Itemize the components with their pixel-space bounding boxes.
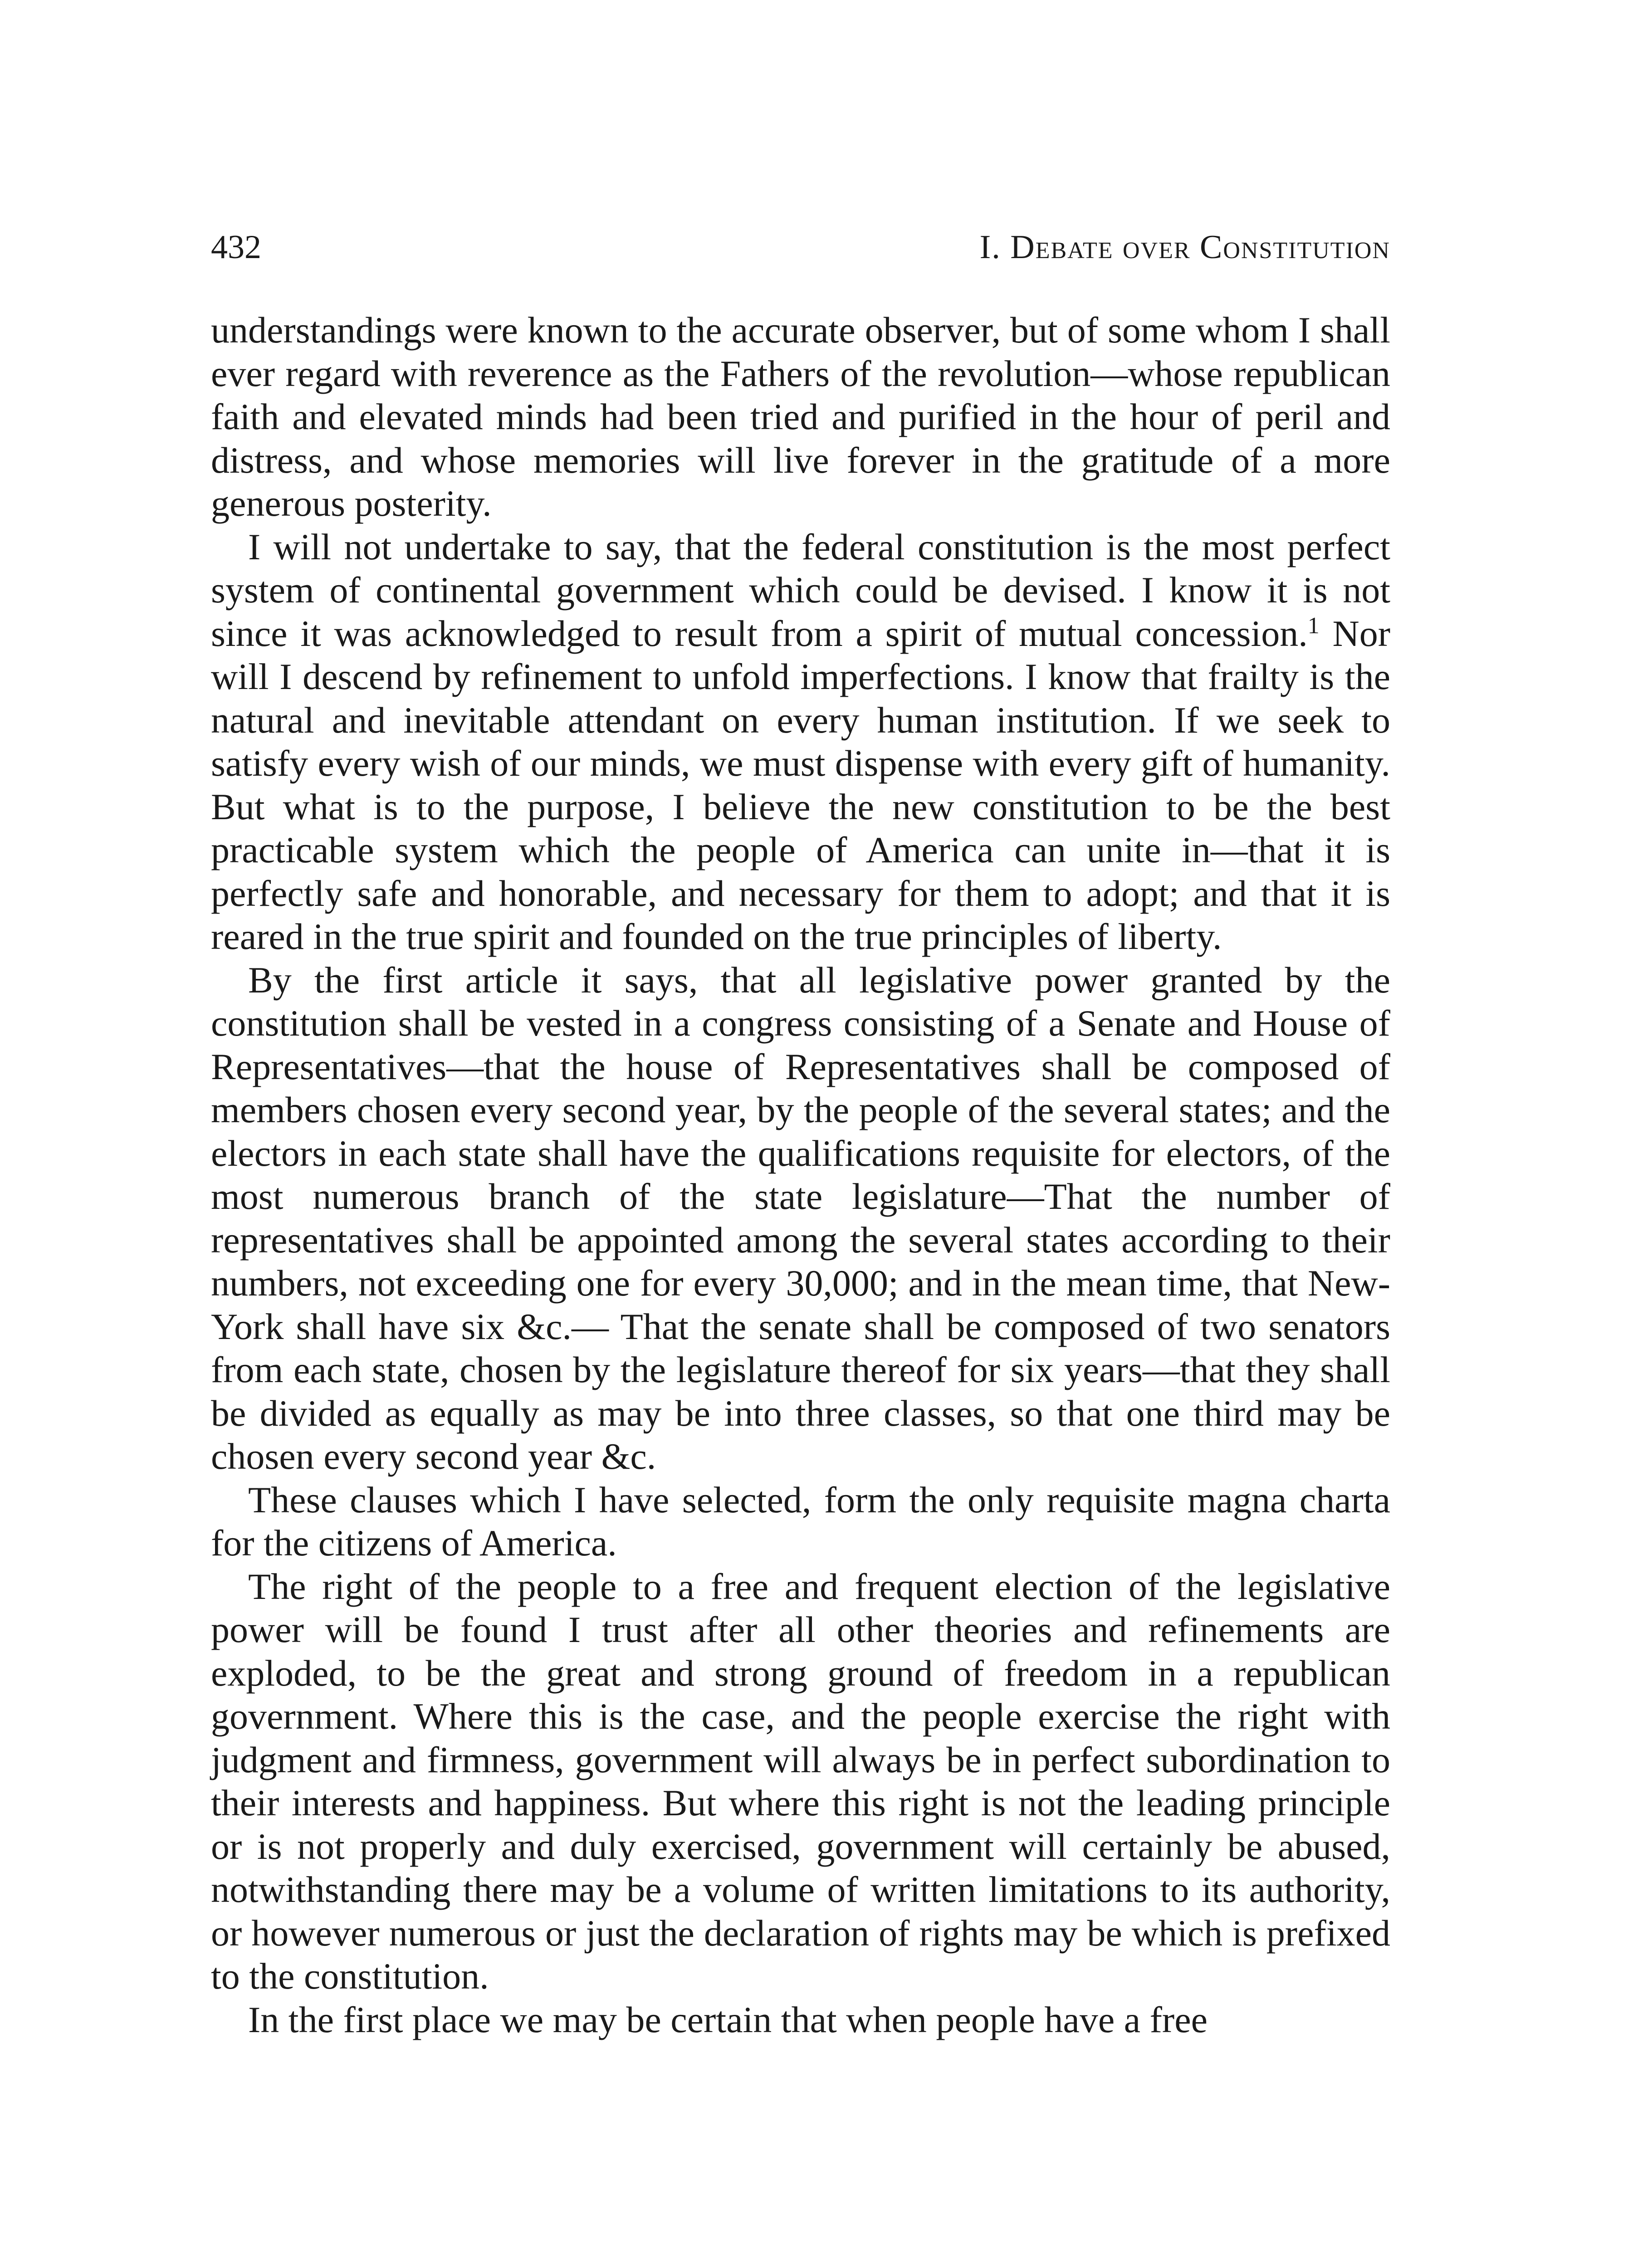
paragraph-3: By the first article it says, that all legislative power granted by the constitution shall be vested in a congress consisting of a Senate and House of Representatives—that the house of Representatives shall be composed of members chosen every second year, by the people of the several states; and the electors in each state shall have the qualifications requisite for electors, of the most numerous branch of the state legislature—That the number of representatives shall be appointed among the several states according to their numbers, not exceeding one for every 30,000; and in the mean time, that New-York shall have six &c.— That the senate shall be composed of two senators from each state, chosen by the legislature thereof for six years—that they shall be divided as equally as may be into three classes, so that one third may be chosen every second year &c.: [211, 959, 1390, 1477]
paragraph-1: understandings were known to the accurate observer, but of some whom I shall ever regard with reverence as the Fathers of the revolution—whose republican faith and elevated minds had been tried and purified in the hour of peril and distress, and whose memories will live forever in the gratitude of a more generous posterity.: [211, 309, 1390, 524]
section-title: I. Debate over Constitution: [979, 229, 1390, 266]
paragraph-2-text-after-note: Nor will I descend by refinement to unfold imperfections. I know that frailty is the natural and inevitable attendant on every human institution. If we seek to satisfy every wish of our minds, we must dispense with every gift of humanity. But what is to the purpose, I believe the new constitution to be the best practicable system which the people of America can unite in—that it is perfectly safe and honorable, and necessary for them to adopt; and that it is reared in the true spirit and founded on the true principles of liberty.: [211, 612, 1390, 957]
paragraph-2-text-before-note: I will not undertake to say, that the federal constitution is the most perfect system of continental government which could be devised. I know it is not since it was acknowledged to result from a spirit of mutual concession.: [211, 526, 1390, 654]
body-text: [211, 308, 1390, 2041]
running-head: [211, 222, 1390, 272]
paragraph-6: In the first place we may be certain that when people have a free: [248, 1999, 1208, 2040]
footnote-reference: 1: [1307, 612, 1320, 639]
page-number: 432: [211, 229, 261, 266]
paragraph-2: [211, 525, 1390, 958]
paragraph-4: These clauses which I have selected, form the only requisite magna charta for the citizens of America.: [211, 1479, 1390, 1564]
paragraph-5: The right of the people to a free and frequent election of the legislative power will be found I trust after all other theories and refinements are exploded, to be the great and strong ground of freedom in a republican government. Where this is the case, and the people exercise the right with judgment and firmness, government will always be in perfect subordination to their interests and happiness. But where this right is not the leading principle or is not properly and duly exercised, government will certainly be abused, notwithstanding there may be a volume of written limitations to its authority, or however numerous or just the declaration of rights may be which is prefixed to the constitution.: [211, 1565, 1390, 1997]
